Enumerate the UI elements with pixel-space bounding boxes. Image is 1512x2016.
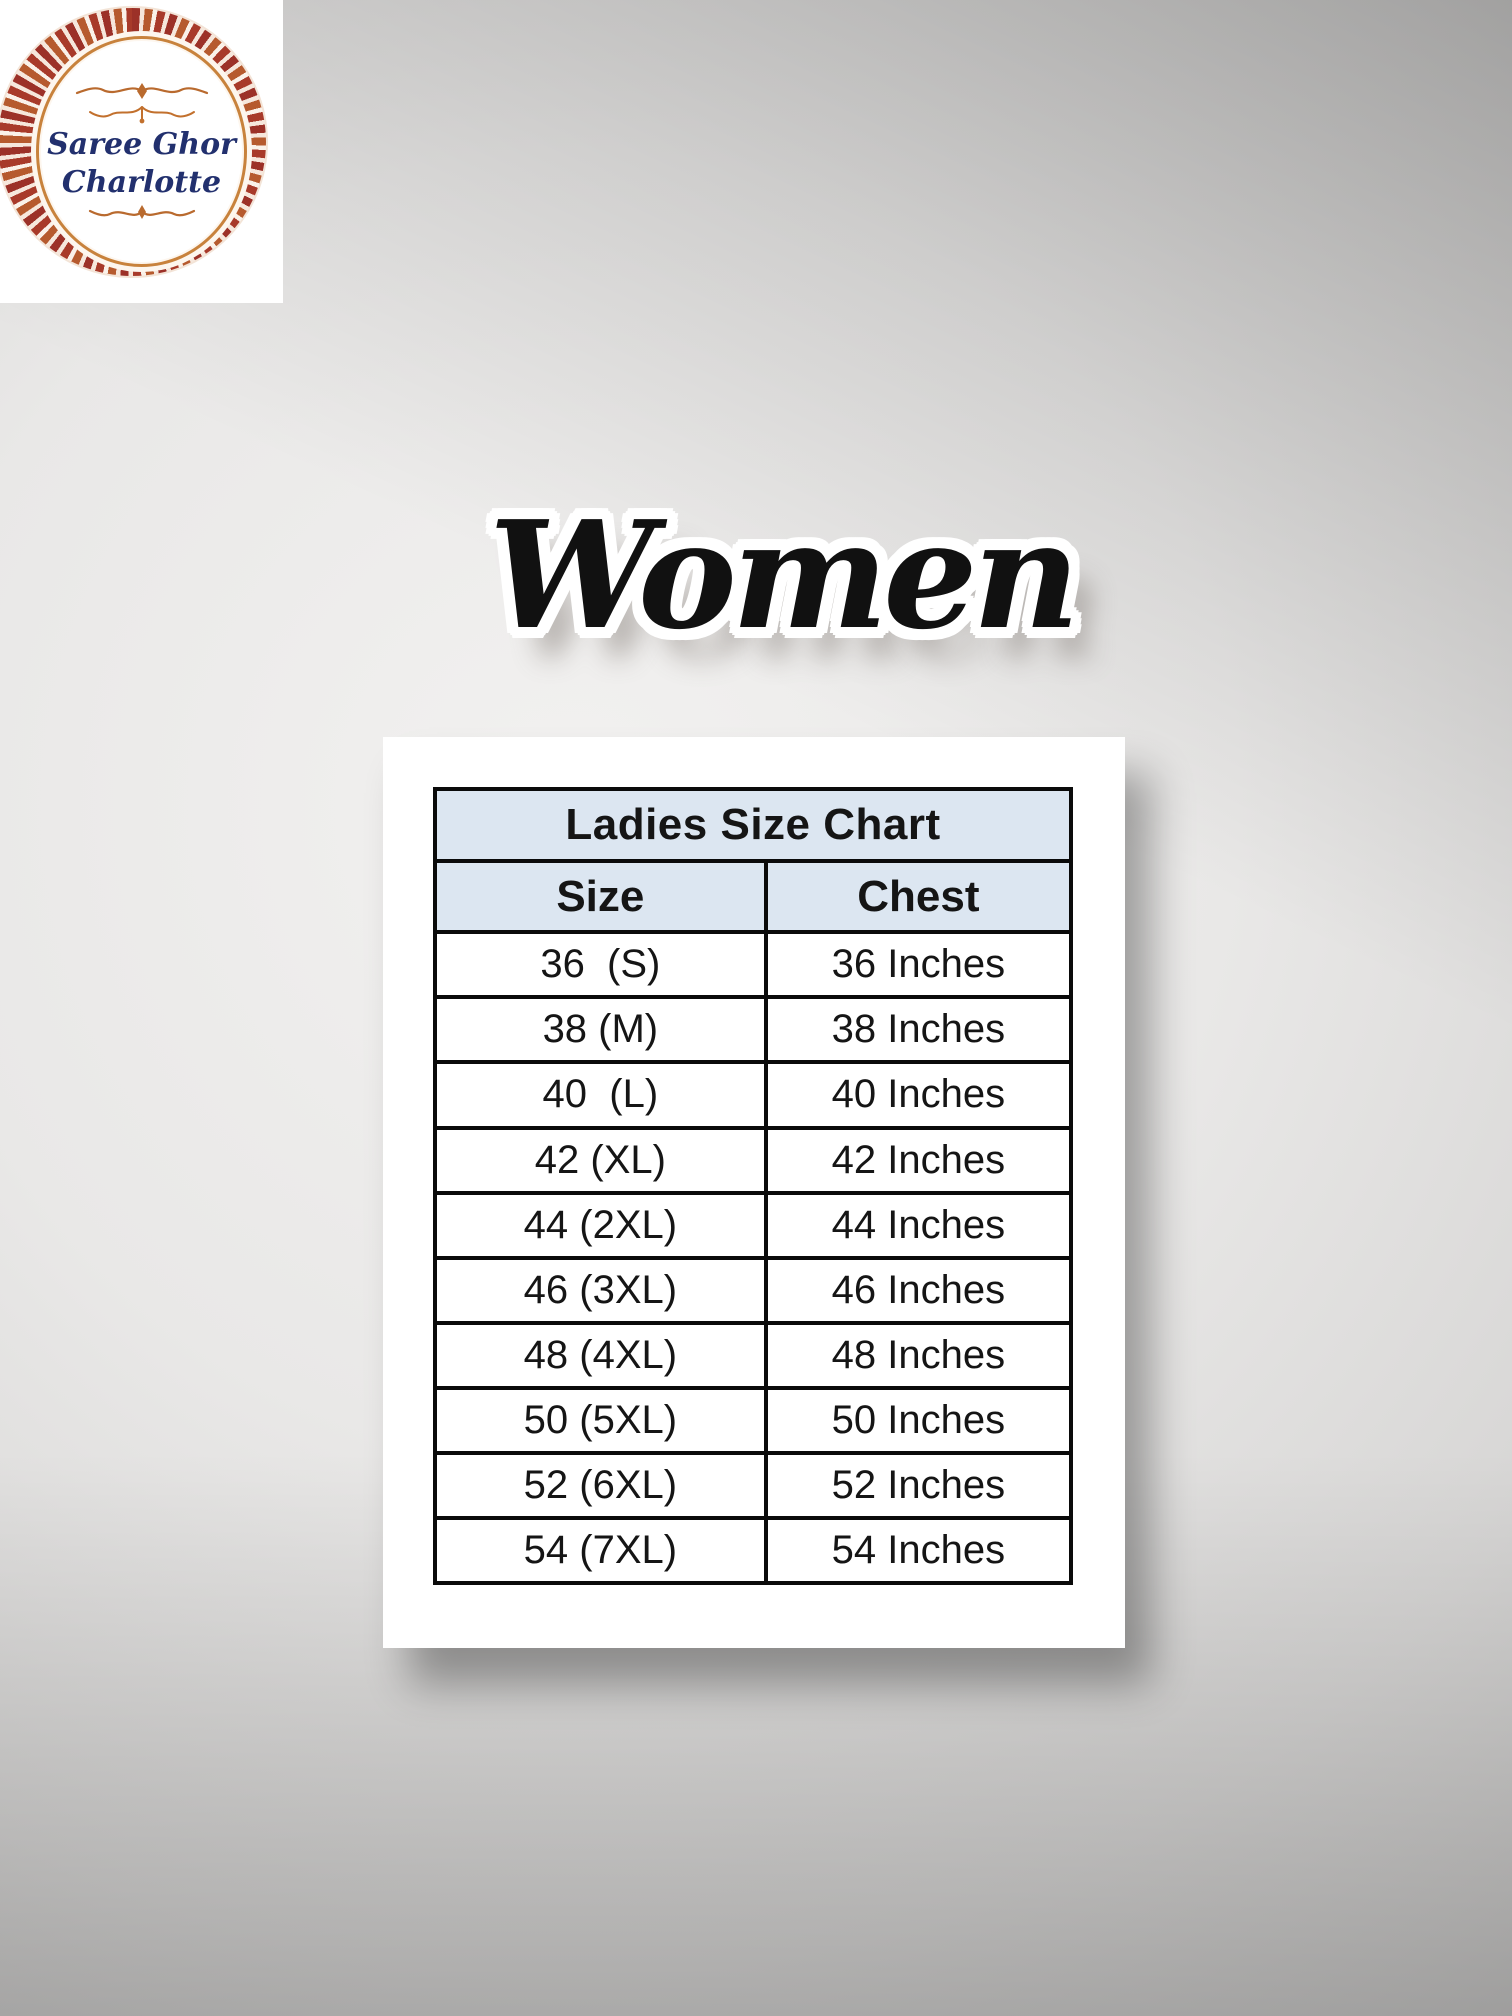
table-row (435, 1193, 1071, 1258)
chest-cell: 36 Inches (766, 932, 1071, 997)
chest-cell: 50 Inches (766, 1388, 1071, 1453)
table-title: Ladies Size Chart (435, 789, 1071, 861)
logo-line1: Saree Ghor (47, 127, 236, 162)
flourish-top-icon (67, 81, 217, 101)
table-row (435, 1258, 1071, 1323)
size-cell: 36 (S) (435, 932, 766, 997)
size-chart-table (433, 787, 1073, 1585)
chest-cell: 42 Inches (766, 1128, 1071, 1193)
table-row (435, 1453, 1071, 1518)
chest-cell: 52 Inches (766, 1453, 1071, 1518)
size-cell: 46 (3XL) (435, 1258, 766, 1323)
size-cell: 48 (4XL) (435, 1323, 766, 1388)
table-row (435, 932, 1071, 997)
table-row (435, 1518, 1071, 1583)
logo-line2: Charlotte (61, 164, 222, 200)
table-row (435, 997, 1071, 1062)
table-row (435, 1128, 1071, 1193)
size-chart-table-wrap (433, 787, 1073, 1585)
chest-cell: 48 Inches (766, 1323, 1071, 1388)
column-header-chest: Chest (766, 861, 1071, 933)
flourish-crest-icon (82, 103, 202, 125)
table-row (435, 1388, 1071, 1453)
logo-content (40, 40, 243, 263)
column-header-size: Size (435, 861, 766, 933)
size-cell: 40 (L) (435, 1062, 766, 1127)
size-cell: 52 (6XL) (435, 1453, 766, 1518)
chest-cell: 40 Inches (766, 1062, 1071, 1127)
size-chart-card (383, 737, 1125, 1648)
flourish-bottom-icon (82, 202, 202, 222)
table-row (435, 1323, 1071, 1388)
chest-cell: 46 Inches (766, 1258, 1071, 1323)
brand-logo (0, 0, 283, 303)
table-title-row (435, 789, 1071, 861)
page-title: Women (488, 488, 1076, 662)
table-row (435, 1062, 1071, 1127)
chest-cell: 54 Inches (766, 1518, 1071, 1583)
size-cell: 38 (M) (435, 997, 766, 1062)
size-cell: 50 (5XL) (435, 1388, 766, 1453)
table-header-row (435, 861, 1071, 933)
chest-cell: 38 Inches (766, 997, 1071, 1062)
chest-cell: 44 Inches (766, 1193, 1071, 1258)
size-cell: 42 (XL) (435, 1128, 766, 1193)
size-cell: 54 (7XL) (435, 1518, 766, 1583)
size-cell: 44 (2XL) (435, 1193, 766, 1258)
